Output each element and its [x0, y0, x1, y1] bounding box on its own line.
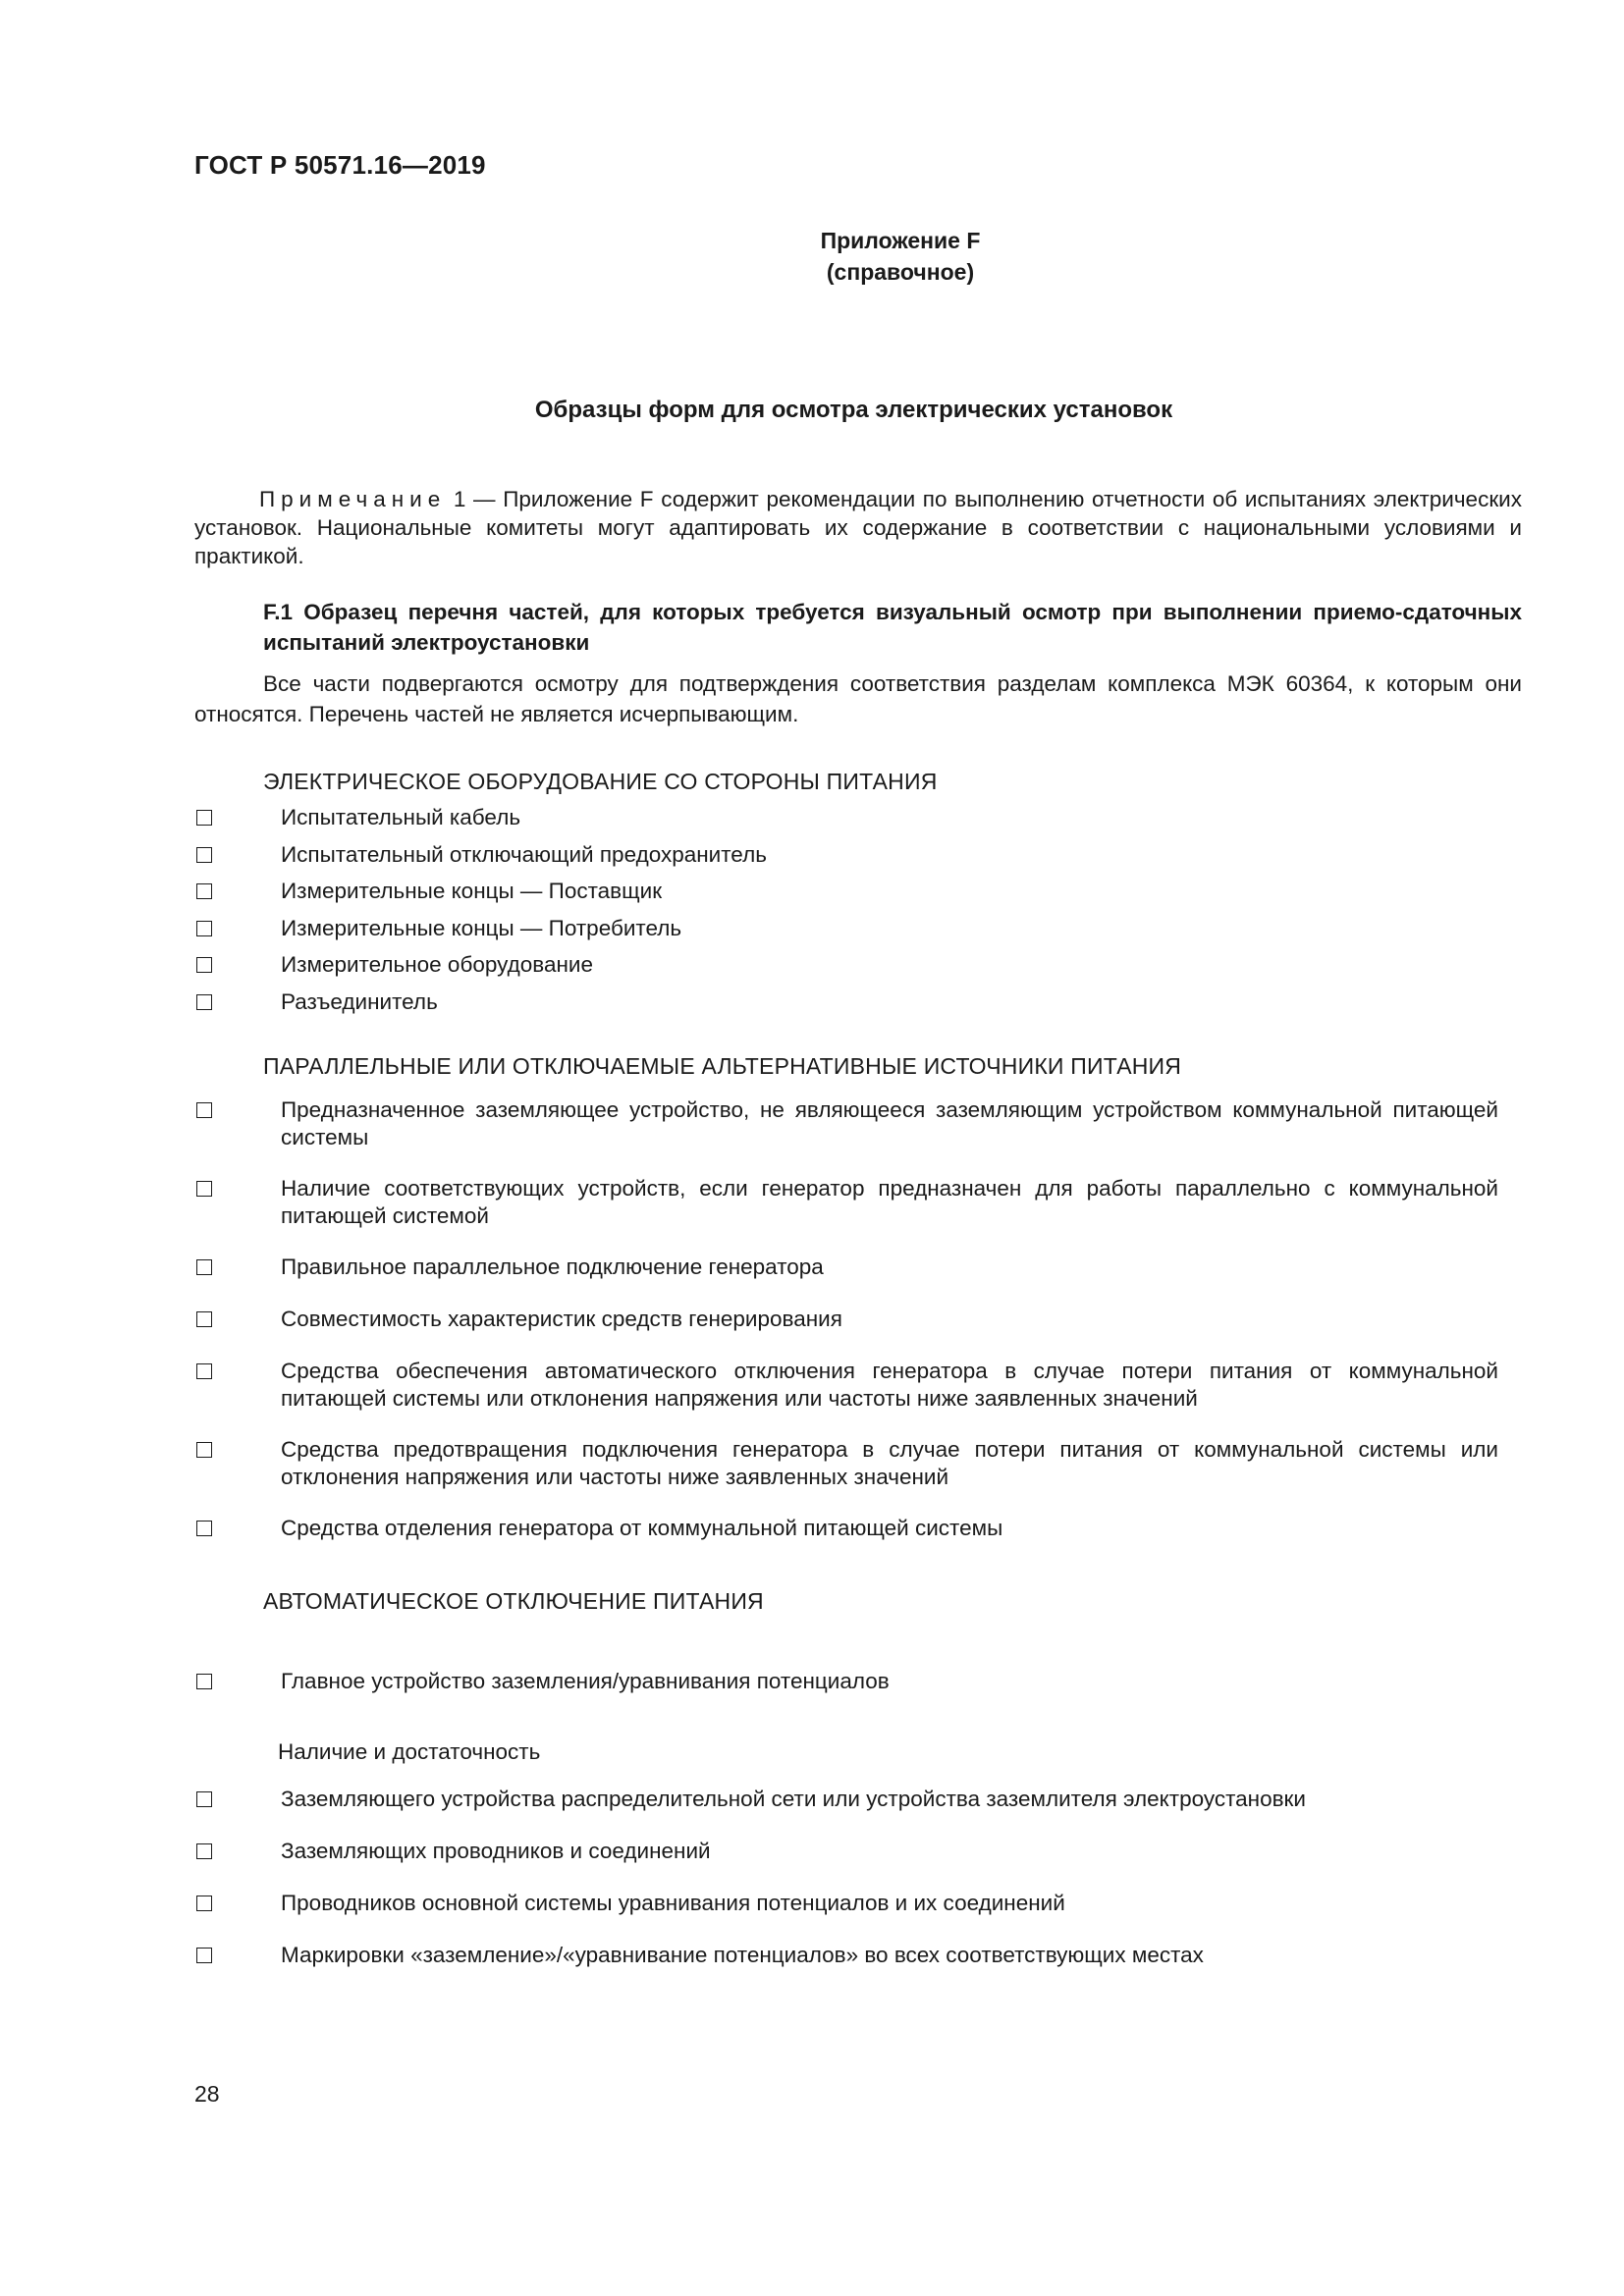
subheading: Наличие и достаточность	[278, 1739, 541, 1764]
section-intro	[194, 668, 1522, 729]
checkbox-icon[interactable]	[196, 1311, 212, 1327]
checklist-item-label: Правильное параллельное подключение генератора	[281, 1255, 824, 1279]
section-intro-text: Все части подвергаются осмотру для подтверждения соответствия разделам комплекса МЭК 60364, к которым они относятся. Перечень частей не является исчерпывающим.	[194, 671, 1522, 726]
group-title: ПАРАЛЛЕЛЬНЫЕ ИЛИ ОТКЛЮЧАЕМЫЕ АЛЬТЕРНАТИВНЫЕ ИСТОЧНИКИ ПИТАНИЯ	[263, 1053, 1182, 1079]
checklist-item-label: Заземляющего устройства распределительной сети или устройства заземлителя электроустановки	[281, 1787, 1306, 1811]
checklist-item-label: Разъединитель	[281, 989, 438, 1014]
section-heading: F.1 Образец перечня частей, для которых требуется визуальный осмотр при выполнении приемо-сдаточных испытаний электроустановки	[263, 600, 1522, 655]
checkbox-icon[interactable]	[196, 1674, 212, 1689]
note-text: 1 — Приложение F содержит рекомендации по выполнению отчетности об испытаниях электрических установок. Национальные комитеты могут адаптировать их содержание в соответствии с национальными условиями и практикой.	[194, 487, 1522, 568]
checkbox-icon[interactable]	[196, 1521, 212, 1536]
checklist-item-label: Испытательный отключающий предохранитель	[281, 842, 767, 867]
checklist-item-label: Предназначенное заземляющее устройство, не являющееся заземляющим устройством коммунальной питающей системы	[281, 1097, 1498, 1149]
checklist-item-label: Совместимость характеристик средств генерирования	[281, 1307, 842, 1331]
checklist-item-label: Средства отделения генератора от коммунальной питающей системы	[281, 1516, 1003, 1540]
checkbox-icon[interactable]	[196, 1948, 212, 1963]
checklist-item-label: Средства предотвращения подключения генератора в случае потери питания от коммунальной системы или отклонения напряжения или частоты ниже заявленных значений	[281, 1437, 1498, 1489]
checkbox-icon[interactable]	[196, 1181, 212, 1197]
checklist-item-label: Измерительные концы — Потребитель	[281, 916, 682, 940]
note-label: Примечание	[259, 487, 447, 511]
checklist-item-label: Главное устройство заземления/уравнивания потенциалов	[281, 1669, 890, 1693]
group-title: ЭЛЕКТРИЧЕСКОЕ ОБОРУДОВАНИЕ СО СТОРОНЫ ПИТАНИЯ	[263, 769, 938, 794]
checkbox-icon[interactable]	[196, 810, 212, 826]
checklist-item-label: Испытательный кабель	[281, 805, 521, 829]
note-paragraph	[194, 485, 1522, 570]
checkbox-icon[interactable]	[196, 1363, 212, 1379]
page-title: Образцы форм для осмотра электрических установок	[534, 397, 1173, 423]
checklist-item-label: Измерительное оборудование	[281, 952, 593, 977]
annex-kind: (справочное)	[826, 259, 975, 285]
checkbox-icon[interactable]	[196, 921, 212, 936]
checkbox-icon[interactable]	[196, 1259, 212, 1275]
checklist-item-label: Заземляющих проводников и соединений	[281, 1839, 711, 1863]
checkbox-icon[interactable]	[196, 1442, 212, 1458]
checkbox-icon[interactable]	[196, 1843, 212, 1859]
annex-title: Приложение F	[820, 228, 981, 253]
checklist-item-label: Средства обеспечения автоматического отключения генератора в случае потери питания от коммунальной питающей системы или отклонения напряжения или частоты ниже заявленных значений	[281, 1359, 1498, 1411]
document-code: ГОСТ Р 50571.16—2019	[194, 150, 486, 180]
checkbox-icon[interactable]	[196, 1102, 212, 1118]
checklist-item-label: Измерительные концы — Поставщик	[281, 879, 663, 903]
checkbox-icon[interactable]	[196, 957, 212, 973]
group-title: АВТОМАТИЧЕСКОЕ ОТКЛЮЧЕНИЕ ПИТАНИЯ	[263, 1588, 764, 1614]
checklist-item-label: Маркировки «заземление»/«уравнивание потенциалов» во всех соответствующих местах	[281, 1943, 1204, 1967]
checkbox-icon[interactable]	[196, 1791, 212, 1807]
checklist-item-label: Проводников основной системы уравнивания потенциалов и их соединений	[281, 1891, 1065, 1915]
page-number: 28	[194, 2081, 220, 2107]
checkbox-icon[interactable]	[196, 994, 212, 1010]
checkbox-icon[interactable]	[196, 847, 212, 863]
checkbox-icon[interactable]	[196, 883, 212, 899]
checklist-item-label: Наличие соответствующих устройств, если генератор предназначен для работы параллельно с коммунальной питающей системой	[281, 1176, 1498, 1228]
checkbox-icon[interactable]	[196, 1896, 212, 1911]
